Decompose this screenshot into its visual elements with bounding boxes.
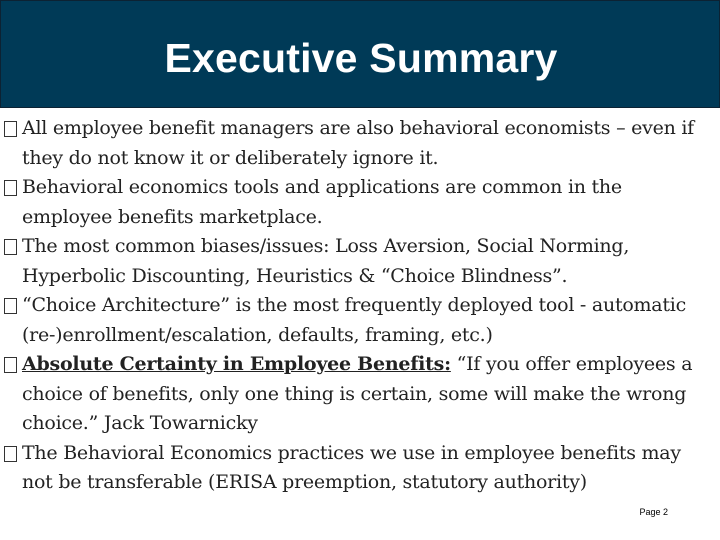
- bullet-item: [4, 173, 716, 232]
- bullet-list: [4, 114, 716, 498]
- bullet-text: The Behavioral Economics practices we use in employee benefits may not be transferable (ERISA preemption, statutory authority): [22, 441, 681, 493]
- bullet-item: [4, 232, 716, 291]
- bullet-marker-icon: [4, 298, 17, 314]
- bullet-item: [4, 350, 716, 439]
- bullet-item: [4, 291, 716, 350]
- page-number: Page 2: [639, 507, 668, 517]
- bullet-text: Behavioral economics tools and applications are common in the employee benefits marketplace.: [22, 176, 622, 228]
- bullet-marker-icon: [4, 357, 17, 373]
- bullet-marker-icon: [4, 446, 17, 462]
- bullet-marker-icon: [4, 239, 17, 255]
- bullet-text: “Choice Architecture” is the most frequently deployed tool - automatic (re-)enrollment/escalation, defaults, framing, etc.): [22, 294, 686, 346]
- bullet-marker-icon: [4, 180, 17, 196]
- bullet-emphasis: Absolute Certainty in Employee Benefits:: [22, 353, 451, 375]
- bullet-item: [4, 114, 716, 173]
- slide-title: Executive Summary: [164, 35, 558, 81]
- bullet-text: All employee benefit managers are also behavioral economists – even if they do not know it or deliberately ignore it.: [22, 117, 694, 169]
- bullet-item: [4, 439, 716, 498]
- bullet-marker-icon: [4, 121, 17, 137]
- title-bar: [0, 0, 720, 108]
- bullet-text: The most common biases/issues: Loss Aversion, Social Norming, Hyperbolic Discounting, Heuristics & “Choice Blindness”.: [22, 235, 630, 287]
- bullet-text: “If you offer employees a choice of benefits, only one thing is certain, some will make the wrong choice.” Jack Towarnicky: [22, 353, 693, 434]
